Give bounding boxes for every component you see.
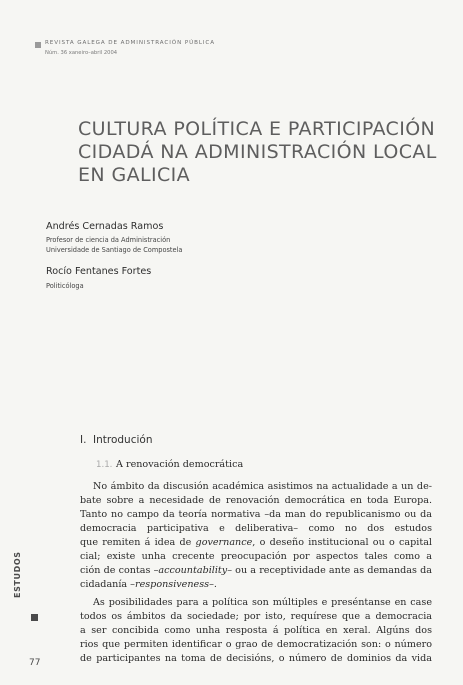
body-line: bate sobre a necesidade de renovación democrática en toda Europa. bbox=[80, 495, 432, 506]
section-number: I. bbox=[80, 434, 87, 446]
author-affiliation: Politicóloga bbox=[46, 282, 84, 290]
body-line bbox=[80, 578, 432, 591]
body-text-italic: responsiveness bbox=[134, 579, 210, 590]
author-affiliation: Universidade de Santiago de Compostela bbox=[46, 246, 183, 254]
body-line bbox=[80, 564, 432, 577]
body-text: –. bbox=[209, 579, 217, 590]
body-text-italic: governance bbox=[195, 537, 253, 548]
side-square-icon bbox=[31, 614, 38, 621]
body-line: cial; existe unha crecente preocupación por aspectos tales como a bbox=[80, 551, 432, 562]
section-title: Introdución bbox=[93, 434, 153, 446]
page-number: 77 bbox=[29, 658, 41, 668]
title-line: CULTURA POLÍTICA E PARTICIPACIÓN bbox=[78, 118, 436, 140]
body-line: No ámbito da discusión académica asistimos na actualidade a un de- bbox=[93, 481, 432, 492]
title-line: CIDADÁ NA ADMINISTRACIÓN LOCAL bbox=[78, 141, 437, 163]
author-name: Andrés Cernadas Ramos bbox=[46, 221, 164, 232]
body-text: – ou a receptividade ante as demandas da bbox=[227, 565, 432, 576]
title-line: EN GALICIA bbox=[78, 164, 191, 186]
body-line: As posibilidades para a política son múltiples e preséntanse en case bbox=[93, 597, 432, 608]
body-text: que remiten á idea de bbox=[80, 537, 196, 548]
section-side-label: ESTUDOS bbox=[13, 551, 22, 598]
body-text: cidadanía – bbox=[80, 579, 135, 590]
subsection-title: A renovación democrática bbox=[116, 459, 244, 470]
journal-square-icon bbox=[35, 42, 41, 48]
subsection-number: 1.1. bbox=[96, 460, 113, 470]
body-line: rios que permiten identificar o grao de democratización son: o número bbox=[80, 639, 432, 650]
author-name: Rocío Fentanes Fortes bbox=[46, 266, 152, 277]
body-text: ción de contas – bbox=[80, 565, 159, 576]
article-title bbox=[78, 118, 437, 187]
body-line bbox=[80, 536, 432, 549]
body-line: de participantes na toma de decisións, o número de dominios da vida bbox=[80, 653, 432, 664]
body-line: a ser concibida como unha resposta á política en xeral. Algúns dos bbox=[80, 625, 432, 636]
body-text-italic: accountability bbox=[158, 565, 228, 576]
body-line: todos os ámbitos da sociedade; por isto, requírese que a democracia bbox=[80, 611, 432, 622]
author-affiliation: Profesor de ciencia da Administración bbox=[46, 236, 171, 244]
body-line: Tanto no campo da teoría normativa –da man do republicanismo ou da bbox=[80, 509, 432, 520]
journal-name: REVISTA GALEGA DE ADMINISTRACIÓN PÚBLICA bbox=[45, 40, 215, 46]
body-line: democracia participativa e deliberativa– como no dos estudos bbox=[80, 523, 432, 534]
journal-issue: Núm. 36 xaneiro–abril 2004 bbox=[45, 50, 118, 56]
body-text: , o deseño institucional ou o capital bbox=[252, 537, 432, 548]
